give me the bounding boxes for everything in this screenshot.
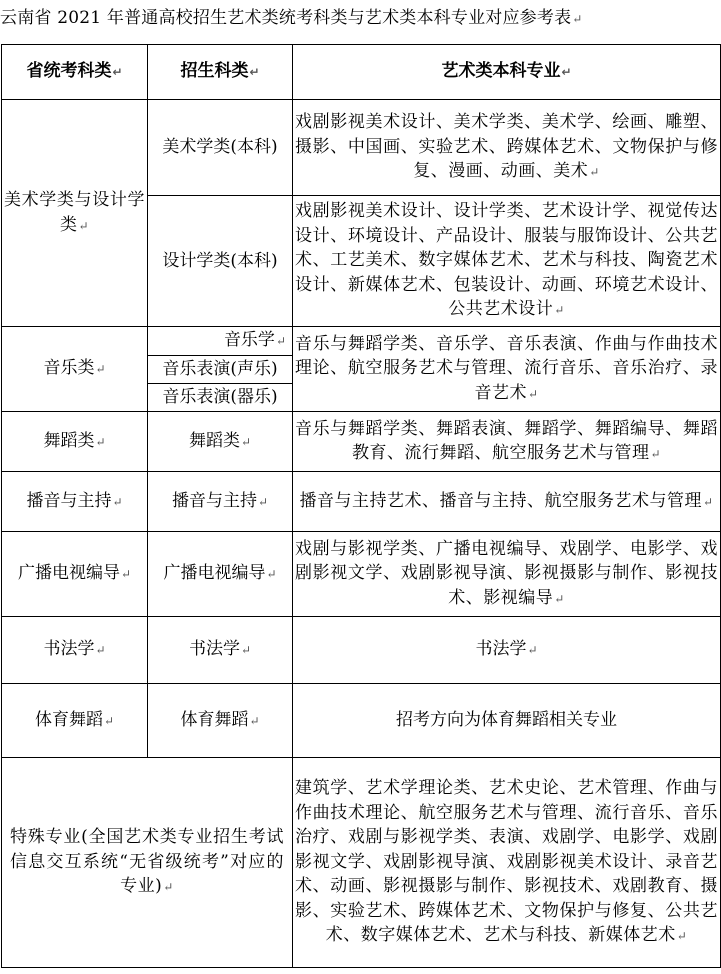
- admission-calligraphy: 书法学↵: [148, 617, 293, 684]
- majors-music: 音乐与舞蹈学类、音乐学、音乐表演、作曲与作曲技术理论、航空服务艺术与管理、流行音乐、音乐治疗、录音艺术↵: [293, 327, 721, 412]
- majors-dance: 音乐与舞蹈学类、舞蹈表演、舞蹈学、舞蹈编导、舞蹈教育、流行舞蹈、航空服务艺术与管理↵: [293, 412, 721, 472]
- table-row: [2, 532, 721, 617]
- category-art-design: 美术学类与设计学类↵: [2, 100, 148, 327]
- correspondence-table: [1, 44, 721, 968]
- majors-broadcast-host: 播音与主持艺术、播音与主持、航空服务艺术与管理↵: [293, 472, 721, 532]
- table-row: [2, 617, 721, 684]
- majors-special: 建筑学、艺术学理论类、艺术史论、艺术管理、作曲与作曲技术理论、航空服务艺术与管理、流行音乐、音乐治疗、戏剧与影视学类、表演、戏剧学、电影学、戏剧影视文学、戏剧影视导演、戏剧影视美术设计、录音艺术、动画、影视摄影与制作、影视技术、戏剧教育、摄影、实验艺术、跨媒体艺术、文物保护与修复、公共艺术、数字媒体艺术、艺术与科技、新媒体艺术↵: [293, 758, 721, 968]
- category-calligraphy: 书法学↵: [2, 617, 148, 684]
- page-title: [0, 6, 721, 30]
- table-row: [2, 758, 721, 968]
- admission-vocal: 音乐表演(声乐): [148, 356, 293, 384]
- admission-design: 设计学类(本科): [148, 196, 293, 327]
- table-row: [2, 412, 721, 472]
- admission-sports-dance: 体育舞蹈↵: [148, 684, 293, 758]
- admission-tv-directing: 广播电视编导↵: [148, 532, 293, 617]
- category-music: 音乐类↵: [2, 327, 148, 412]
- table-row: [2, 684, 721, 758]
- title-text: 云南省 2021 年普通高校招生艺术类统考科类与艺术类本科专业对应参考表: [0, 8, 572, 28]
- header-row: [2, 45, 721, 100]
- header-admission-category: 招生科类↵: [148, 45, 293, 100]
- majors-sports-dance: 招考方向为体育舞蹈相关专业: [293, 684, 721, 758]
- majors-calligraphy: 书法学↵: [293, 617, 721, 684]
- category-special: 特殊专业(全国艺术类专业招生考试信息交互系统“无省级统考”对应的专业)↵: [2, 758, 293, 968]
- admission-dance: 舞蹈类↵: [148, 412, 293, 472]
- admission-instrumental: 音乐表演(器乐): [148, 384, 293, 412]
- category-broadcast-host: 播音与主持↵: [2, 472, 148, 532]
- admission-musicology: 音乐学↵: [148, 327, 293, 356]
- admission-broadcast-host: 播音与主持↵: [148, 472, 293, 532]
- category-sports-dance: 体育舞蹈↵: [2, 684, 148, 758]
- table-row: [2, 100, 721, 196]
- majors-design: 戏剧影视美术设计、设计学类、艺术设计学、视觉传达设计、环境设计、产品设计、服装与服饰设计、公共艺术、工艺美术、数字媒体艺术、艺术与科技、陶瓷艺术设计、新媒体艺术、包装设计、动画、环境艺术设计、公共艺术设计↵: [293, 196, 721, 327]
- category-tv-directing: 广播电视编导↵: [2, 532, 148, 617]
- header-art-majors: 艺术类本科专业↵: [293, 45, 721, 100]
- table-row: [2, 472, 721, 532]
- majors-tv-directing: 戏剧与影视学类、广播电视编导、戏剧学、电影学、戏剧影视文学、戏剧影视导演、影视摄影与制作、影视技术、影视编导↵: [293, 532, 721, 617]
- admission-fine-arts: 美术学类(本科): [148, 100, 293, 196]
- table-row: [2, 327, 721, 356]
- category-dance: 舞蹈类↵: [2, 412, 148, 472]
- paragraph-mark-icon: ↵: [572, 12, 583, 26]
- majors-fine-arts: 戏剧影视美术设计、美术学类、美术学、绘画、雕塑、摄影、中国画、实验艺术、跨媒体艺术、文物保护与修复、漫画、动画、美术↵: [293, 100, 721, 196]
- header-exam-category: 省统考科类↵: [2, 45, 148, 100]
